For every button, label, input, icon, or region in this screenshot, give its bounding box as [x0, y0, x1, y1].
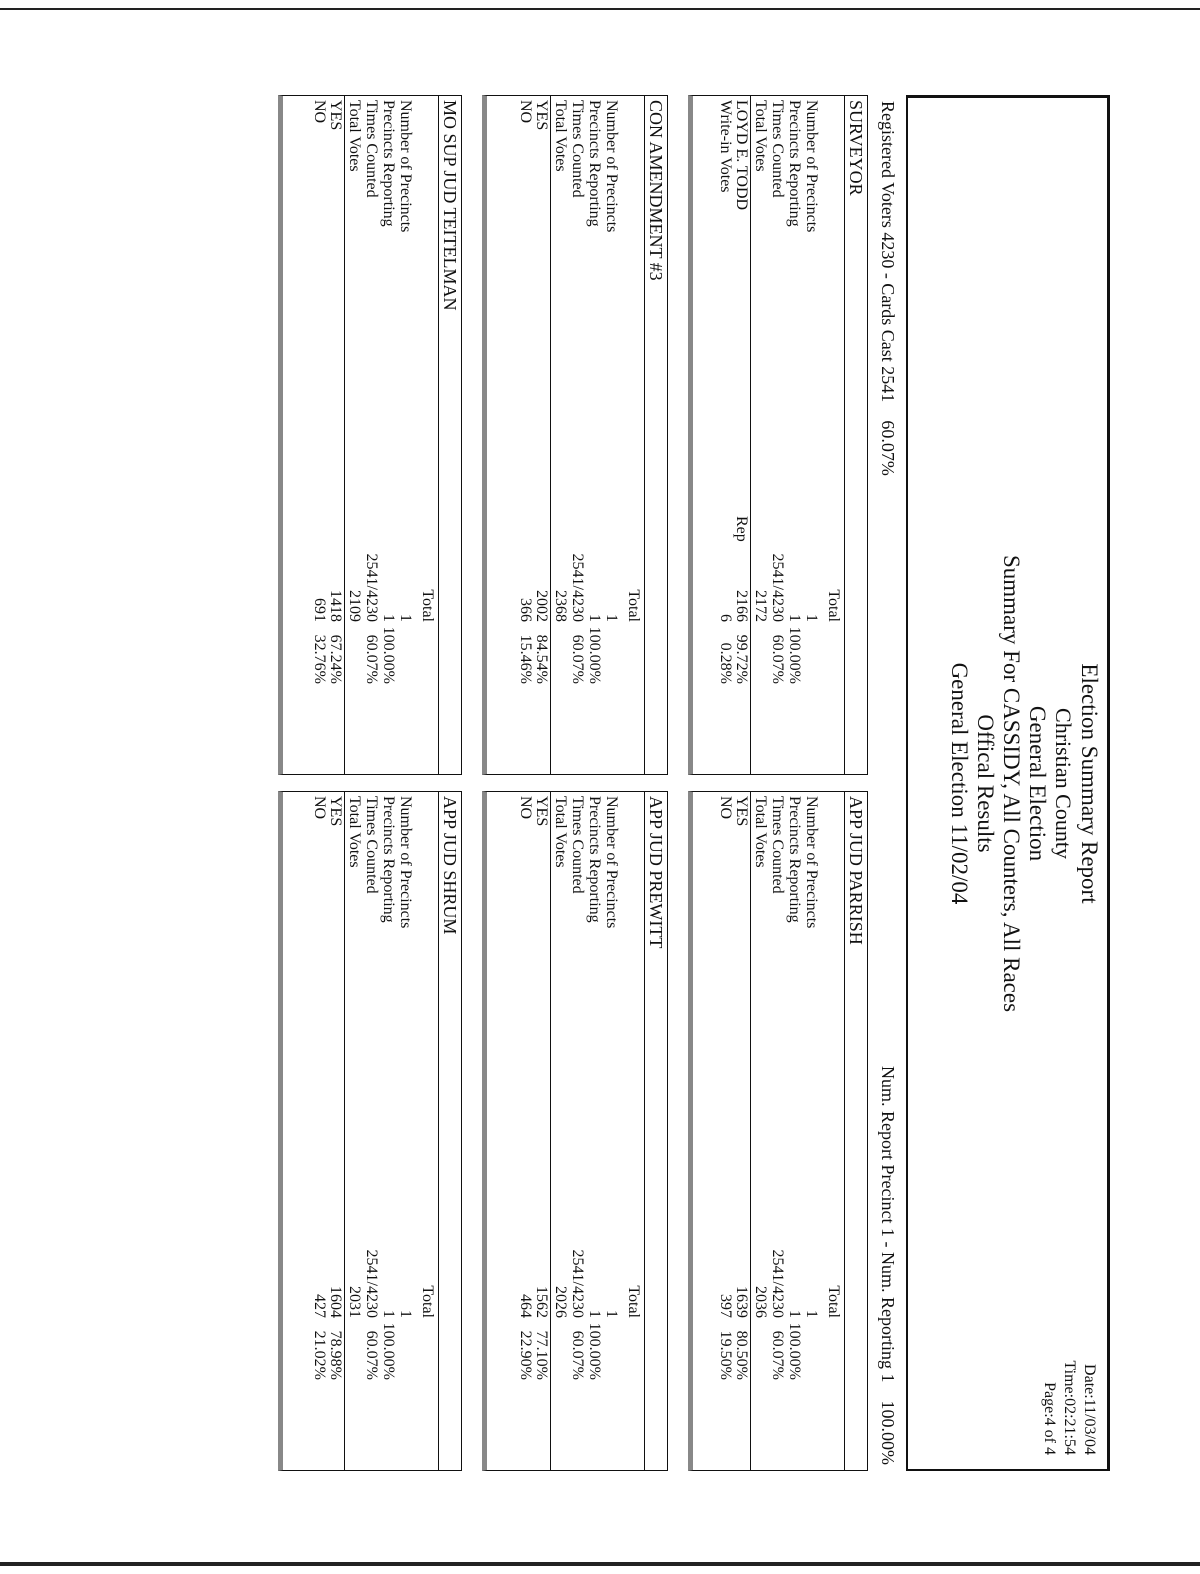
table-row — [752, 792, 769, 1470]
row-label: YES — [327, 796, 344, 827]
table-row — [803, 96, 820, 774]
row-value: 2002 — [533, 590, 550, 622]
total-column-header: Total — [419, 589, 436, 622]
row-label: Number of Precincts — [397, 100, 414, 233]
row-value: 1 — [586, 1310, 603, 1318]
total-column-header: Total — [625, 1285, 642, 1318]
table-row — [586, 792, 603, 1470]
row-percent: 19.50% — [717, 1330, 734, 1380]
row-value: 2031 — [346, 1286, 363, 1318]
table-row — [327, 96, 345, 774]
race-title: CON AMENDMENT #3 — [646, 100, 666, 281]
row-value: 2166 — [733, 590, 750, 622]
row-label: Number of Precincts — [397, 796, 414, 929]
row-value: 1 — [803, 1310, 820, 1318]
table-row — [311, 792, 328, 1470]
row-value: 1418 — [327, 590, 344, 622]
row-value: 2541/4230 — [769, 1249, 786, 1318]
race-table — [487, 96, 645, 774]
summary-for: Summary For CASSIDY, All Counters, All Races — [999, 554, 1024, 1013]
row-percent: 22.90% — [517, 1330, 534, 1380]
row-value: 2109 — [346, 590, 363, 622]
row-value: 1 — [603, 1310, 620, 1318]
row-label: Total Votes — [346, 796, 363, 868]
row-percent: 67.24% — [327, 634, 344, 684]
table-row — [311, 96, 328, 774]
row-percent: 21.02% — [311, 1330, 328, 1380]
row-percent: 100.00% — [586, 626, 603, 684]
row-label: Write-in Votes — [717, 100, 734, 193]
row-label: Times Counted — [769, 796, 786, 894]
report-date: Date:11/03/04 — [1081, 1364, 1098, 1455]
row-percent: 15.46% — [517, 634, 534, 684]
row-value: 2026 — [552, 1286, 569, 1318]
row-label: NO — [517, 796, 534, 820]
table-row — [397, 96, 414, 774]
row-percent: 100.00% — [380, 1322, 397, 1380]
table-row — [752, 96, 769, 774]
race-box — [482, 95, 668, 775]
row-percent: 60.07% — [769, 1330, 786, 1380]
row-label: Total Votes — [552, 100, 569, 172]
row-value: 366 — [517, 598, 534, 622]
row-value: 1 — [803, 614, 820, 622]
page-bottom-rule — [0, 1562, 1200, 1566]
row-label: Precincts Reporting — [380, 100, 397, 227]
row-label: YES — [533, 100, 550, 131]
table-row — [380, 792, 397, 1470]
row-label: Number of Precincts — [803, 100, 820, 233]
row-percent: 100.00% — [380, 626, 397, 684]
row-label: Precincts Reporting — [786, 796, 803, 923]
row-percent: 84.54% — [533, 634, 550, 684]
row-label: Precincts Reporting — [586, 100, 603, 227]
county-name: Christian County — [1051, 708, 1076, 859]
row-label: Times Counted — [769, 100, 786, 198]
table-row — [552, 792, 569, 1470]
table-row — [363, 96, 380, 774]
row-label: Number of Precincts — [603, 100, 620, 233]
row-percent: 100.00% — [586, 1322, 603, 1380]
row-percent: 100.00% — [786, 626, 803, 684]
race-table — [487, 792, 645, 1470]
report-page — [180, 95, 1110, 1495]
row-percent: 77.10% — [533, 1330, 550, 1380]
table-row — [569, 792, 586, 1470]
row-value: 2541/4230 — [569, 553, 586, 622]
report-page-number: Page:4 of 4 — [1041, 1382, 1058, 1455]
race-title: SURVEYOR — [846, 100, 866, 196]
race-box — [482, 791, 668, 1471]
table-row — [363, 792, 380, 1470]
table-row — [769, 792, 786, 1470]
table-row — [733, 96, 751, 774]
race-table — [283, 792, 439, 1470]
registered-voters-text: Registered Voters 4230 - Cards Cast 2541 — [878, 101, 898, 403]
row-value: 1 — [786, 1310, 803, 1318]
race-title: APP JUD PARRISH — [846, 796, 866, 945]
row-label: Total Votes — [752, 796, 769, 868]
row-label: YES — [533, 796, 550, 827]
row-label: Number of Precincts — [803, 796, 820, 929]
row-label: Number of Precincts — [603, 796, 620, 929]
row-value: 1604 — [327, 1286, 344, 1318]
row-value: 427 — [311, 1294, 328, 1318]
row-label: Times Counted — [569, 796, 586, 894]
row-label: NO — [311, 796, 328, 820]
row-label: Total Votes — [752, 100, 769, 172]
row-value: 1 — [603, 614, 620, 622]
reporting-pct: 100.00% — [878, 1400, 898, 1465]
table-row — [803, 792, 820, 1470]
race-title: MO SUP JUD TEITELMAN — [440, 100, 460, 311]
report-meta — [1039, 1360, 1099, 1455]
table-row — [517, 792, 534, 1470]
row-value: 2541/4230 — [769, 553, 786, 622]
row-label: NO — [717, 796, 734, 820]
reporting-text: Num. Report Precinct 1 - Num. Reporting 1 — [878, 1066, 898, 1383]
table-row — [733, 792, 751, 1470]
table-row — [552, 96, 569, 774]
row-value: 1 — [786, 614, 803, 622]
row-value: 1 — [397, 614, 414, 622]
reporting-line — [877, 1066, 898, 1465]
table-row — [569, 96, 586, 774]
row-label: Total Votes — [346, 100, 363, 172]
row-percent: 60.07% — [363, 634, 380, 684]
row-label: Times Counted — [363, 100, 380, 198]
row-value: 464 — [517, 1294, 534, 1318]
race-title: APP JUD PREWITT — [646, 796, 666, 949]
row-value: 1 — [397, 1310, 414, 1318]
row-percent: 78.98% — [327, 1330, 344, 1380]
table-row — [327, 792, 345, 1470]
election-type: General Election — [1025, 705, 1050, 862]
row-value: 2541/4230 — [363, 1249, 380, 1318]
registered-voters-line — [877, 101, 898, 476]
table-row — [786, 96, 803, 774]
row-percent: 80.50% — [733, 1330, 750, 1380]
party-label: Rep — [733, 516, 750, 542]
row-value: 1 — [380, 1310, 397, 1318]
row-value: 2172 — [752, 590, 769, 622]
report-title: Election Summary Report — [1077, 663, 1102, 904]
table-row — [769, 96, 786, 774]
row-value: 1562 — [533, 1286, 550, 1318]
row-value: 1 — [380, 614, 397, 622]
row-value: 6 — [717, 614, 734, 622]
race-title: APP JUD SHRUM — [440, 796, 460, 935]
row-label: Precincts Reporting — [586, 796, 603, 923]
row-value: 691 — [311, 598, 328, 622]
row-label: Times Counted — [569, 100, 586, 198]
row-value: 2036 — [752, 1286, 769, 1318]
election-name: General Election 11/02/04 — [947, 662, 972, 905]
race-box — [278, 95, 462, 775]
race-table — [693, 96, 845, 774]
race-box — [688, 791, 868, 1471]
race-box — [688, 95, 868, 775]
row-label: Total Votes — [552, 796, 569, 868]
row-label: Precincts Reporting — [786, 100, 803, 227]
row-label: NO — [517, 100, 534, 124]
table-row — [397, 792, 414, 1470]
row-percent: 60.07% — [363, 1330, 380, 1380]
row-percent: 0.28% — [717, 642, 734, 684]
row-percent: 100.00% — [786, 1322, 803, 1380]
row-percent: 60.07% — [569, 634, 586, 684]
row-value: 2541/4230 — [363, 553, 380, 622]
table-row — [533, 96, 551, 774]
table-row — [346, 96, 363, 774]
table-row — [717, 96, 734, 774]
total-column-header: Total — [825, 1285, 842, 1318]
table-row — [786, 792, 803, 1470]
registered-voters-pct: 60.07% — [878, 420, 898, 476]
results-status: Offical Results — [973, 714, 998, 853]
table-row — [380, 96, 397, 774]
row-percent: 32.76% — [311, 634, 328, 684]
table-row — [517, 96, 534, 774]
report-header — [906, 95, 1110, 1471]
table-row — [717, 792, 734, 1470]
total-column-header: Total — [625, 589, 642, 622]
table-row — [346, 792, 363, 1470]
row-value: 2368 — [552, 590, 569, 622]
table-row — [586, 96, 603, 774]
row-percent: 60.07% — [569, 1330, 586, 1380]
row-percent: 99.72% — [733, 634, 750, 684]
row-label: Times Counted — [363, 796, 380, 894]
row-label: Precincts Reporting — [380, 796, 397, 923]
page-top-rule — [0, 8, 1200, 10]
row-percent: 60.07% — [769, 634, 786, 684]
table-row — [603, 792, 620, 1470]
race-table — [283, 96, 439, 774]
race-box — [278, 791, 462, 1471]
row-value: 2541/4230 — [569, 1249, 586, 1318]
total-column-header: Total — [825, 589, 842, 622]
total-column-header: Total — [419, 1285, 436, 1318]
row-label: LOYD E. TODD — [733, 100, 750, 211]
row-value: 1639 — [733, 1286, 750, 1318]
table-row — [533, 792, 551, 1470]
row-value: 1 — [586, 614, 603, 622]
row-label: NO — [311, 100, 328, 124]
row-value: 397 — [717, 1294, 734, 1318]
table-row — [603, 96, 620, 774]
report-time: Time:02:21:54 — [1061, 1360, 1078, 1455]
row-label: YES — [733, 796, 750, 827]
race-table — [693, 792, 845, 1470]
row-label: YES — [327, 100, 344, 131]
